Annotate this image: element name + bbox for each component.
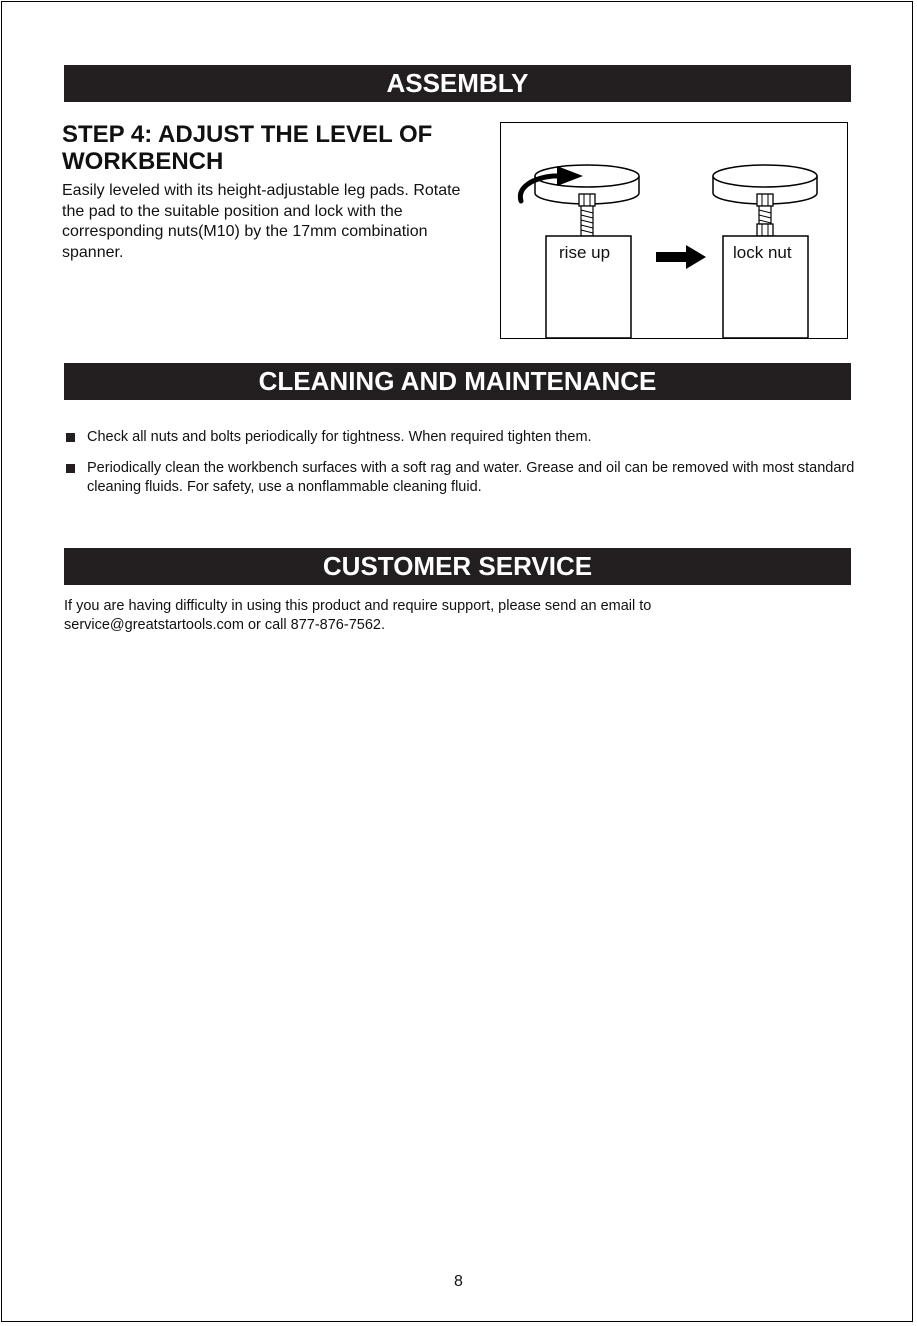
- step-title: STEP 4: ADJUST THE LEVEL OF WORKBENCH: [62, 121, 433, 175]
- list-item: [66, 428, 856, 447]
- arrow-right-icon: [656, 245, 706, 269]
- maintenance-list: [66, 428, 856, 497]
- customer-service-text: If you are having difficulty in using this product and require support, please send an email to service@greatstartools.com or call 877-876-7562.: [64, 598, 652, 633]
- customer-service-heading: CUSTOMER SERVICE: [64, 548, 851, 585]
- page-number: 8: [454, 1273, 463, 1290]
- list-item-text: Periodically clean the workbench surfaces with a soft rag and water. Grease and oil can be removed with most standard cleaning fluids. For safety, use a nonflammable cleaning fluid.: [87, 460, 855, 495]
- bullet-square-icon: [66, 464, 75, 473]
- assembly-heading: ASSEMBLY: [64, 65, 851, 102]
- step-description: Easily leveled with its height-adjustable leg pads. Rotate the pad to the suitable position and lock with the corresponding nuts(M10) by the 17mm combination spanner.: [62, 182, 461, 261]
- cleaning-heading: CLEANING AND MAINTENANCE: [64, 363, 851, 400]
- lock-nut-label: lock nut: [733, 243, 792, 262]
- rise-up-label: rise up: [559, 243, 611, 262]
- list-item-text: Check all nuts and bolts periodically for tightness. When required tighten them.: [87, 429, 592, 445]
- leveling-illustration: [500, 122, 848, 339]
- bullet-square-icon: [66, 433, 75, 442]
- list-item: [66, 459, 856, 497]
- leveling-diagram: [501, 123, 847, 338]
